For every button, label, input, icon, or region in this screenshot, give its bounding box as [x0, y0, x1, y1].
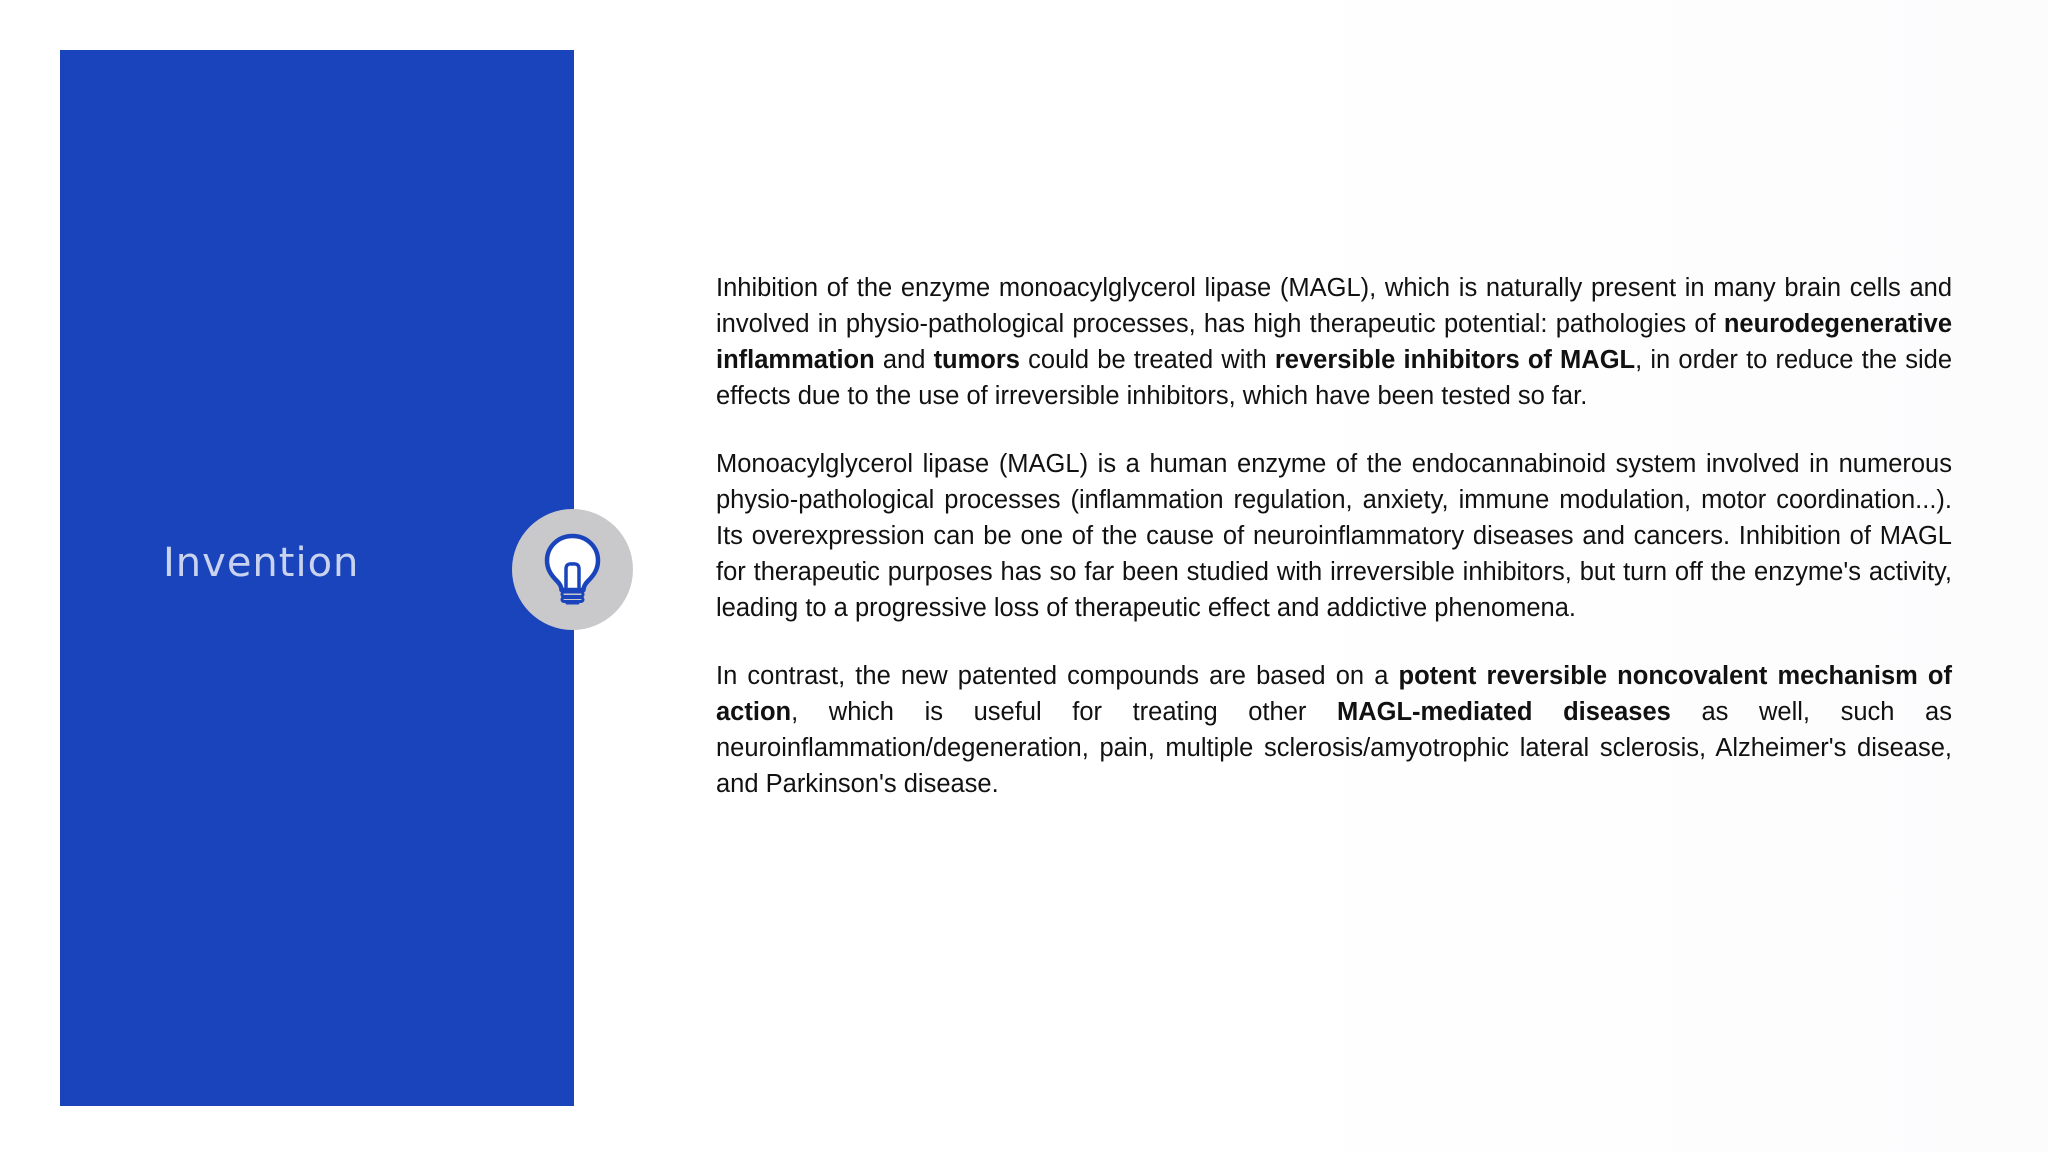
text-run: , in order to reduce the side effects due to the use of irreversible inhibitors, which have been tested so far.	[716, 346, 1953, 410]
text-run: could be treated with	[1020, 346, 1275, 374]
text-run: Inhibition of the enzyme monoacylglycerol lipase (MAGL), which is naturally present in many brain cells and involved in physio-pathological processes, has high therapeutic potential: pathologies of	[716, 274, 1952, 338]
icon-badge	[512, 509, 633, 630]
text-run: In contrast, the new patented compounds are based on a	[716, 662, 1399, 690]
body-text	[716, 270, 1952, 834]
bold-run: neurodegenerative inflammation	[716, 310, 1952, 374]
text-run: , which is useful for treating other	[791, 698, 1337, 726]
bold-run: reversible inhibitors of MAGL	[1274, 346, 1636, 374]
paragraph-3	[716, 658, 1952, 802]
lightbulb-icon	[541, 533, 604, 606]
text-run: as well, such as neuroinflammation/degeneration, pain, multiple sclerosis/amyotrophic lateral sclerosis, Alzheimer's disease, and Parkinson's disease.	[716, 698, 1952, 798]
paragraph-2	[716, 446, 1952, 626]
bold-run: tumors	[933, 346, 1020, 374]
paragraph-1	[716, 270, 1952, 414]
text-run: and	[874, 346, 934, 374]
text-run: Monoacylglycerol lipase (MAGL) is a human enzyme of the endocannabinoid system involved in numerous physio-pathological processes (inflammation regulation, anxiety, immune modulation, motor coordination...). Its overexpression can be one of the cause of neuroinflammatory diseases and cancers. Inhibition of MAGL for therapeutic purposes has so far been studied with irreversible inhibitors, but turn off the enzyme's activity, leading to a progressive loss of therapeutic effect and addictive phenomena.	[716, 450, 1952, 622]
panel-title: Invention	[163, 540, 360, 586]
bold-run: MAGL-mediated diseases	[1336, 698, 1671, 726]
bold-run: potent reversible noncovalent mechanism of action	[716, 662, 1952, 726]
